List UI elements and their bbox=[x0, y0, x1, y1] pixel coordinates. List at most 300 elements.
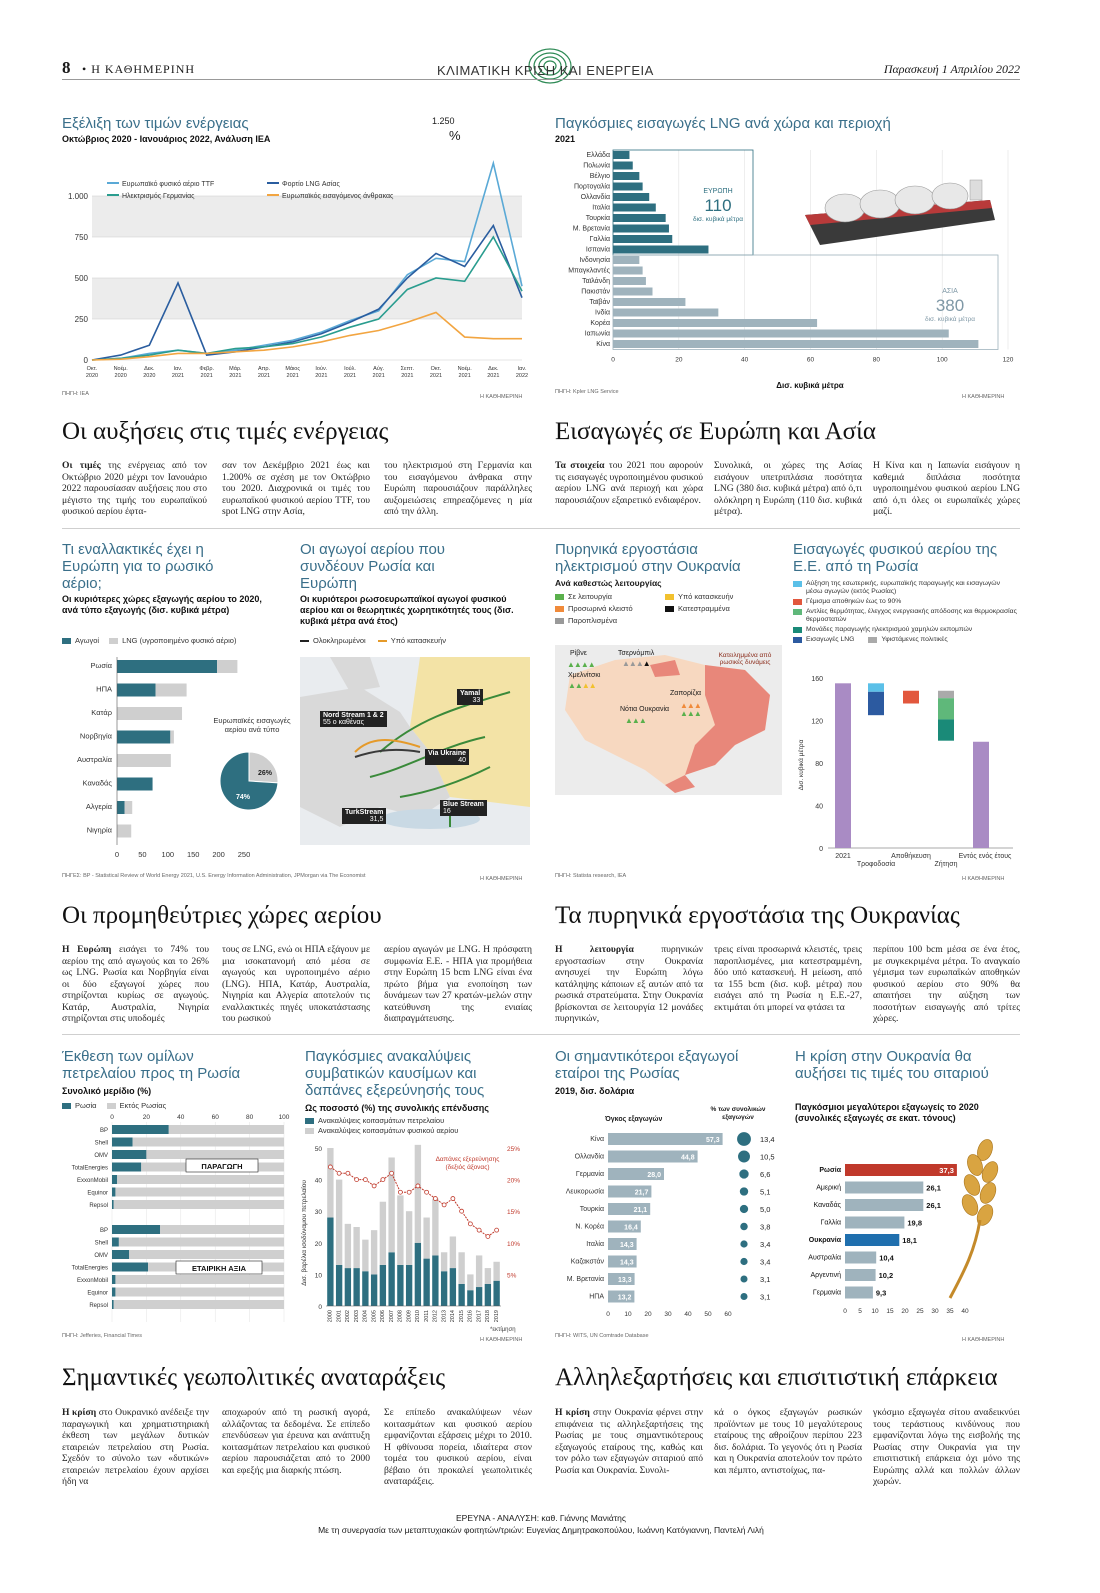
bar bbox=[613, 162, 633, 170]
bar-russia bbox=[112, 1188, 115, 1197]
bar-oil bbox=[485, 1284, 491, 1306]
pipelines-subtitle: Οι κυριότεροι ρωσοευρωπαϊκοί αγωγοί φυσικού αερίου και οι θεωρητικές χωρητικότητές τους (δισ. κυβικά μέτρα ανά έτος) bbox=[300, 594, 514, 626]
x-tick-label: 60 bbox=[806, 356, 815, 364]
pipeline-label-turkstream: TurkStream 31,5 bbox=[342, 808, 386, 824]
asia-value: 380 bbox=[935, 296, 965, 315]
exploration-spend-point bbox=[416, 1184, 420, 1188]
exploration-spend-point bbox=[477, 1228, 481, 1232]
y2-tick-label: 25% bbox=[507, 1146, 521, 1153]
bar-feed-lng bbox=[868, 692, 884, 715]
bar bbox=[613, 183, 643, 191]
bar-demand-heatpumps bbox=[938, 698, 954, 719]
x-tick-label: 30 bbox=[664, 1311, 672, 1318]
x-tick-label: 2002 bbox=[345, 1310, 352, 1323]
category-label: Ολλανδία bbox=[580, 194, 610, 201]
x-tick-label: 100 bbox=[278, 1114, 290, 1121]
bar-gas bbox=[371, 1230, 377, 1274]
discoveries-subtitle: Ως ποσοστό (%) της συνολικής επένδυσης bbox=[305, 1103, 489, 1113]
bar-gas bbox=[476, 1255, 482, 1287]
bar-value-label: 57,3 bbox=[705, 1137, 720, 1144]
pct-bubble bbox=[740, 1187, 748, 1195]
x-tick-label: Αποθήκευση bbox=[891, 853, 931, 860]
bar-other bbox=[115, 1188, 284, 1197]
x-tick-label: 2004 bbox=[362, 1310, 369, 1323]
x-tick-label: 2021 bbox=[315, 373, 328, 379]
x-tick-label: Μάρ. bbox=[229, 366, 242, 372]
pct-bubble bbox=[740, 1275, 747, 1282]
y-tick-label: 1.000 bbox=[67, 192, 88, 201]
category-label: ExxonMobil bbox=[76, 1178, 108, 1184]
energy-prices-unit: % bbox=[449, 128, 461, 143]
asia-label: ΑΣΙΑ bbox=[942, 288, 958, 295]
x-tick-label: 2009 bbox=[406, 1310, 413, 1323]
x-tick-label: 2022 bbox=[515, 373, 529, 379]
y-tick-label: 0 bbox=[83, 356, 88, 365]
exploration-spend-point bbox=[398, 1190, 402, 1194]
bar-value-label: 37,3 bbox=[939, 1166, 954, 1175]
category-label: Μ. Βρετανία bbox=[572, 225, 610, 233]
pct-label: 5,1 bbox=[760, 1187, 771, 1197]
trade-subtitle: 2019, δισ. δολάρια bbox=[555, 1086, 635, 1096]
bar-oil bbox=[380, 1265, 386, 1306]
legend-label: Ηλεκτρισμός Γερμανίας bbox=[122, 193, 195, 200]
bar-value-label: 13,3 bbox=[617, 1277, 632, 1284]
y-tick-label: 500 bbox=[74, 274, 88, 283]
bar-value-label: 28,0 bbox=[647, 1172, 661, 1179]
bar-oil bbox=[467, 1290, 473, 1306]
category-label: Ινδονησία bbox=[579, 257, 610, 264]
x-tick-label: Αύγ. bbox=[373, 366, 385, 372]
category-label: BP bbox=[99, 1128, 108, 1134]
exploration-spend-point bbox=[425, 1190, 429, 1194]
pipelines-title: Οι αγωγοί αερίου που συνδέουν Ρωσία και Ευρώπη bbox=[300, 541, 446, 592]
bar-gas bbox=[345, 1224, 351, 1268]
x-tick-label: 40 bbox=[684, 1311, 692, 1318]
nuclear-legend: Σε λειτουργία Υπό κατασκευήν Προσωρινά κλειστό Κατεστραμμένα Παροπλισμένα bbox=[555, 592, 775, 625]
bar-russia bbox=[112, 1200, 114, 1209]
pie-chart bbox=[218, 750, 280, 812]
alternatives-source: ΠΗΓΕΣ: BP - Statistical Review of World Energy 2021, U.S. Energy Information Administration, JPMorgan via The Economist bbox=[62, 873, 366, 879]
category-label: Μ. Βρετανία bbox=[566, 1276, 604, 1283]
x-tick-label: 30 bbox=[931, 1308, 939, 1315]
category-label: Τουρκία bbox=[579, 1206, 604, 1213]
bar bbox=[613, 330, 949, 338]
pct-bubble bbox=[740, 1293, 747, 1300]
x-tick-label: 2013 bbox=[441, 1310, 448, 1323]
category-label: TotalEnergies bbox=[71, 1165, 108, 1172]
pipeline-label-nord-stream: Nord Stream 1 & 2 55 ο καθένας bbox=[320, 711, 387, 727]
section-title: ΚΛΙΜΑΤΙΚΗ ΚΡΙΣΗ ΚΑΙ ΕΝΕΡΓΕΙΑ bbox=[437, 63, 654, 78]
x-tick-label: 120 bbox=[1002, 356, 1014, 364]
plant-label-khmelnytskyi: Χμελνίτσκι bbox=[568, 672, 601, 679]
section6-column-2: κά ο όγκος εξαγωγών ρωσικών προϊόντων με τους 10 μεγαλύτερους εταίρους της αθροίζουν περίπου 223 δισ. δολάρια. Το γεγονός ότι η Ρωσία και η Ουκρανία αποτελούν τον πρώτο και πέμπτο, αντιστοίχως, πα- bbox=[714, 1407, 862, 1476]
pie-title: Ευρωπαϊκές εισαγωγές αερίου ανά τύπο bbox=[213, 716, 291, 734]
bar-value-label: 44,8 bbox=[680, 1154, 695, 1162]
y-tick-label: 80 bbox=[815, 761, 823, 768]
x-tick-label: Οκτ. bbox=[430, 366, 442, 372]
x-tick-label: Ιούλ. bbox=[344, 366, 356, 372]
x-tick-label: 2001 bbox=[336, 1310, 343, 1323]
bar-lng bbox=[217, 660, 237, 673]
bar-russia bbox=[112, 1138, 133, 1147]
x-tick-label: Νοέμ. bbox=[113, 366, 128, 372]
x-tick-label: 60 bbox=[211, 1114, 219, 1121]
category-label: Ταϊλάνδη bbox=[582, 278, 610, 285]
pct-label: 3,1 bbox=[760, 1275, 771, 1284]
bar-gas bbox=[467, 1274, 473, 1290]
bar-value-label: 14,3 bbox=[619, 1242, 634, 1249]
x-tick-label: 2020 bbox=[143, 373, 156, 379]
oil-exposure-subtitle: Συνολικό μερίδιο (%) bbox=[62, 1086, 152, 1096]
x-tick-label: 60 bbox=[724, 1311, 732, 1318]
bar-gas bbox=[406, 1211, 412, 1265]
bar bbox=[845, 1252, 876, 1264]
bar bbox=[613, 151, 629, 159]
x-tick-label: Ιαν. bbox=[173, 366, 183, 372]
x-tick-label: 40 bbox=[961, 1308, 969, 1315]
x-tick-label: 2007 bbox=[388, 1310, 395, 1323]
x-tick-label: 2016 bbox=[467, 1310, 474, 1323]
legend-label: Ευρωπαϊκό φυσικό αέριο TTF bbox=[122, 181, 215, 188]
wheat-chart bbox=[795, 1160, 975, 1330]
pipelines-legend: Ολοκληρωμένοι Υπό κατασκευήν bbox=[300, 636, 446, 645]
trade-col-pct: % των συνολικών εξαγωγών bbox=[710, 1106, 766, 1121]
lng-title: Παγκόσμιες εισαγωγές LNG ανά χώρα και περιοχή bbox=[555, 115, 891, 132]
bar-oil bbox=[432, 1255, 438, 1306]
section1-column-2: σαν τον Δεκέμβριο 2021 έως και 1.200% σε σχέση με τον Οκτώβριο του 2020. Διαχρονικά οι τιμές του ευρωπαϊκού φυσικού αερίου TTF, του spot LNG στην Ασία, bbox=[222, 460, 370, 517]
bar-other bbox=[115, 1275, 284, 1284]
exploration-spend-point bbox=[346, 1171, 350, 1175]
y-tick-label: 30 bbox=[314, 1209, 322, 1217]
bar-storage bbox=[903, 691, 919, 704]
alternatives-subtitle: Οι κυριότερες χώρες εξαγωγής αερίου το 2020, ανά τύπο εξαγωγής (δισ. κυβικά μέτρα) bbox=[62, 594, 262, 615]
section-heading-nuclear: Τα πυρηνικά εργοστάσια της Ουκρανίας bbox=[555, 902, 960, 929]
x-tick-label: Ιαν. bbox=[517, 366, 527, 372]
x-tick-label: 40 bbox=[177, 1114, 185, 1121]
x-tick-label: Φεβρ. bbox=[199, 366, 215, 372]
legend-label: Ευρωπαϊκός εισαγόμενος άνθρακας bbox=[282, 193, 394, 200]
x-tick-label: 2019 bbox=[493, 1310, 500, 1323]
x-tick-label: 25 bbox=[916, 1308, 924, 1315]
energy-prices-credit: Η ΚΑΘΗΜΕΡΙΝΗ bbox=[480, 394, 523, 400]
category-label: Πορτογαλία bbox=[573, 183, 610, 191]
bar-lng bbox=[156, 684, 187, 697]
category-label: Βέλγιο bbox=[589, 173, 610, 180]
x-tick-label: 20 bbox=[644, 1311, 652, 1318]
pct-bubble bbox=[740, 1205, 748, 1213]
bar bbox=[613, 193, 649, 201]
bar-lng bbox=[117, 707, 182, 720]
category-label: Κατάρ bbox=[91, 708, 112, 717]
category-label: Shell bbox=[94, 1140, 108, 1147]
pct-bubble bbox=[740, 1258, 747, 1265]
category-label: Κίνα bbox=[590, 1136, 604, 1143]
section-heading-imports: Εισαγωγές σε Ευρώπη και Ασία bbox=[555, 418, 876, 445]
exploration-spend-point bbox=[328, 1165, 332, 1169]
category-label: Ιταλία bbox=[592, 204, 610, 212]
bar-value-label: 19,8 bbox=[907, 1218, 923, 1228]
eu-gas-chart bbox=[793, 670, 1018, 875]
bar-lng bbox=[125, 801, 133, 814]
pct-label: 5,0 bbox=[760, 1205, 771, 1214]
x-tick-label: Εντός ενός έτους bbox=[958, 853, 1012, 860]
exploration-spend-point bbox=[372, 1184, 376, 1188]
plant-label-chernobyl: Τσερνόμπιλ bbox=[618, 650, 655, 657]
section5-column-2: αποχωρούν από τη ρωσική αγορά, αλλάζοντας τα δεδομένα. Σε επίπεδο επενδύσεων για έρευνα και ανάπτυξη κοιτασμάτων πετρελαίου και φυσικού αερίου παρουσιάζεται από το 2000 και εφεξής μια διαρκής πτώση. bbox=[222, 1407, 370, 1476]
bar-oil bbox=[388, 1252, 394, 1306]
exploration-spend-point bbox=[468, 1222, 472, 1226]
bar-russia bbox=[112, 1163, 141, 1172]
trade-chart bbox=[555, 1128, 795, 1328]
exploration-spend-point bbox=[355, 1178, 359, 1182]
bar-gas bbox=[362, 1240, 368, 1272]
alternatives-legend: Αγωγοί LNG (υγροποιημένο φυσικό αέριο) bbox=[62, 636, 236, 645]
exploration-spend-point bbox=[381, 1178, 385, 1182]
pipeline-label-yamal: Yamal 33 bbox=[457, 689, 483, 705]
pct-label: 10,5 bbox=[760, 1152, 775, 1162]
bar-value-label: 26,1 bbox=[926, 1201, 941, 1210]
bar-other bbox=[169, 1125, 284, 1134]
bar bbox=[845, 1287, 873, 1299]
x-tick-label: 2021 bbox=[458, 373, 471, 379]
nuclear-title: Πυρηνικά εργοστάσια ηλεκτρισμού στην Ουκρανία bbox=[555, 541, 741, 575]
lng-year: 2021 bbox=[555, 134, 576, 144]
bar bbox=[613, 235, 672, 243]
x-tick-label: 2012 bbox=[432, 1310, 439, 1323]
bar bbox=[613, 225, 669, 233]
category-label: Κορέα bbox=[590, 320, 610, 327]
x-tick-label: 0 bbox=[611, 356, 615, 364]
x-tick-label: 150 bbox=[186, 850, 200, 859]
x-tick-label: Μάιος bbox=[285, 366, 301, 372]
pct-label: 3,4 bbox=[760, 1257, 771, 1267]
bar-russia bbox=[112, 1275, 115, 1284]
x-tick-label: 10 bbox=[871, 1308, 879, 1315]
bar-gas bbox=[423, 1218, 429, 1259]
plant-label-south-ukraine: Νότια Ουκρανία bbox=[620, 706, 670, 713]
eu-gas-legend: Αύξηση της εσωτερικής, ευρωπαϊκής παραγωγής και εισαγωγών μέσω αγωγών (εκτός Ρωσίας) Γέμισμα αποθηκών έως το 90% Αντλίες θερμότητας, έλεγχος ενεργειακής απόδοσης και θερμοκρασίας θερμοστατών Μονάδες παραγωγής ηλεκτρισμού χαμηλών εκπομπών Εισαγωγές LNG Υφιστάμενες πολιτικές bbox=[793, 580, 1018, 644]
bar-2021 bbox=[835, 683, 851, 848]
x-tick-label: Δεκ. bbox=[144, 366, 155, 372]
pct-label: 3,8 bbox=[760, 1222, 771, 1232]
bar-oil bbox=[493, 1281, 499, 1306]
category-label: Μπαγκλαντές bbox=[568, 267, 610, 275]
x-tick-label: 100 bbox=[161, 850, 175, 859]
eu-gas-title: Εισαγωγές φυσικού αερίου της Ε.Ε. από τη Ρωσία bbox=[793, 541, 998, 575]
date: Παρασκευή 1 Απριλίου 2022 bbox=[883, 62, 1020, 76]
bar-oil bbox=[336, 1265, 342, 1306]
category-label: Ιαπωνία bbox=[584, 330, 610, 338]
exploration-spend-point bbox=[433, 1197, 437, 1201]
x-tick-label: 15 bbox=[886, 1308, 894, 1315]
nuclear-occupied-label: Κατειλημμένα από ρωσικές δυνάμεις bbox=[718, 652, 772, 666]
bar-russia bbox=[112, 1125, 169, 1134]
exploration-spend-point bbox=[460, 1209, 464, 1213]
bar bbox=[613, 298, 685, 306]
plant-icons-chernobyl: ▲▲▲▲ bbox=[622, 659, 650, 668]
bar bbox=[613, 340, 978, 348]
bar bbox=[613, 288, 653, 296]
bar-gas bbox=[327, 1148, 333, 1218]
nuclear-credit: Η ΚΑΘΗΜΕΡΙΝΗ bbox=[962, 876, 1005, 882]
wheat-credit: Η ΚΑΘΗΜΕΡΙΝΗ bbox=[962, 1337, 1005, 1343]
bar bbox=[613, 246, 708, 254]
category-label: Ιταλία bbox=[586, 1241, 604, 1248]
category-label: Αμερική bbox=[816, 1184, 841, 1192]
exploration-spend-point bbox=[451, 1197, 455, 1201]
category-label: Repsol bbox=[89, 1303, 108, 1309]
category-label: Ρωσία bbox=[90, 661, 112, 670]
category-label: Ισπανία bbox=[585, 246, 610, 254]
pct-bubble bbox=[740, 1223, 748, 1231]
nuclear-subtitle: Ανά καθεστώς λειτουργίας bbox=[555, 578, 662, 588]
x-tick-label: 2021 bbox=[286, 373, 299, 379]
bar-gas bbox=[458, 1252, 464, 1284]
bar-other bbox=[119, 1238, 284, 1247]
y-axis-label: Δισ. βαρέλια ισοδύναμου πετρελαίου bbox=[301, 1180, 308, 1286]
oil-exposure-legend: Ρωσία Εκτός Ρωσίας bbox=[62, 1101, 166, 1110]
x-tick-label: 0 bbox=[843, 1308, 847, 1315]
section5-column-3: Σε επίπεδο ανακαλύψεων νέων κοιτασμάτων και φυσικού αερίου εμφανίζονται εξάρσεις μέχρι το 2010. Η φθίνουσα πορεία, ιδιαίτερα στον τομέα του φυσικού αερίου, είναι βέβαιο ότι προκαλεί γεωπολιτικές αναταράξεις. bbox=[384, 1407, 532, 1487]
x-tick-label: Δεκ. bbox=[488, 366, 499, 372]
y2-tick-label: 15% bbox=[507, 1209, 521, 1217]
bar-other bbox=[114, 1200, 284, 1209]
bar bbox=[613, 309, 718, 317]
y-tick-label: 40 bbox=[815, 803, 823, 811]
bar-oil bbox=[362, 1271, 368, 1306]
x-tick-label: 2005 bbox=[371, 1310, 378, 1323]
section1-column-1: Οι τιμές της ενέργειας από τον Οκτώβριο 2020 μέχρι τον Ιανουάριο 2022 παρουσίασαν αυξήσεις που στο μέγιστο της τιμής του ευρωπαϊκού φυσικού αερίου έφτα- bbox=[62, 460, 207, 517]
category-label: Ινδία bbox=[595, 309, 610, 317]
exploration-spend-line bbox=[330, 1167, 496, 1237]
y-tick-label: 0 bbox=[318, 1304, 322, 1311]
plant-icons-south-ukraine: ▲▲▲ bbox=[625, 716, 646, 725]
exploration-spend-point bbox=[390, 1171, 394, 1175]
bar-russia bbox=[112, 1225, 160, 1234]
bar-other bbox=[114, 1300, 284, 1309]
bar-pipeline bbox=[117, 778, 153, 791]
y-tick-label: 250 bbox=[74, 315, 88, 324]
category-label: Γαλλία bbox=[820, 1219, 841, 1227]
category-label: OMV bbox=[94, 1153, 108, 1159]
plant-label-zaporizhzhia: Ζαπορίζια bbox=[670, 690, 702, 697]
y-tick-label: 0 bbox=[819, 846, 823, 853]
pct-bubble bbox=[737, 1132, 751, 1146]
bar-demand-power bbox=[938, 719, 954, 740]
bar-russia bbox=[112, 1175, 117, 1184]
section3-column-3: αερίου αγωγών με LNG. Η πρόσφατη συμφωνία Ε.Ε. - ΗΠΑ για προμήθεια στην Ευρώπη 15 bcm LNG είναι ένα πρώτο βήμα για ενοποίηση των δυνάμεων των 27 κρατών-μελών στην κατεύθυνση της ενιαίας διαπραγμάτευσης. bbox=[384, 944, 532, 1024]
header-rule bbox=[62, 79, 1020, 80]
category-label: Equinor bbox=[87, 1290, 108, 1297]
bar-russia bbox=[112, 1300, 114, 1309]
pie-label-pipeline: 74% bbox=[235, 794, 251, 801]
category-label: Repsol bbox=[89, 1203, 108, 1209]
bar-other bbox=[129, 1250, 284, 1259]
bar bbox=[613, 214, 666, 222]
section-heading-suppliers: Οι προμηθεύτριες χώρες αερίου bbox=[62, 902, 382, 929]
section-heading-geopolitics: Σημαντικές γεωπολιτικές αναταράξεις bbox=[62, 1364, 446, 1391]
bar-value-label: 9,3 bbox=[875, 1288, 887, 1298]
bar-gas bbox=[353, 1227, 359, 1268]
category-label: Ρωσία bbox=[819, 1167, 841, 1174]
oil-exposure-source: ΠΗΓΗ: Jefferies, Financial Times bbox=[62, 1333, 142, 1339]
section3-column-2: τους σε LNG, ενώ οι ΗΠΑ εξάγουν με μια ισοκατανομή από μέσα σε αγωγούς και υγροποιημένο αέριο (LNG). ΗΠΑ, Κατάρ, Αυστραλία, Νιγηρία και Αλγερία αποτελούν τις εναλλακτικές πηγές υποκατάστασης του ρωσικού bbox=[222, 944, 370, 1024]
section3-column-1: Η Ευρώπη εισάγει το 74% του αερίου της από αγωγούς και το 26% ως LNG. Ρωσία και Νορβηγία είναι οι δύο εξαγωγοί χώρες που στηρίζονται κυρίως σε αγωγούς. Κατάρ, Αυστραλία, Νιγηρία στηρίζονται στις υποδομές bbox=[62, 944, 209, 1024]
bar-oil bbox=[423, 1259, 429, 1306]
bar-other bbox=[133, 1138, 284, 1147]
x-tick-label: 2021 bbox=[429, 373, 443, 379]
category-label: BP bbox=[99, 1228, 108, 1234]
x-tick-label: 2000 bbox=[327, 1310, 334, 1323]
bar-oil bbox=[406, 1265, 412, 1306]
category-label: Νορβηγία bbox=[79, 731, 112, 741]
plant-icons-rivne: ▲▲▲▲ bbox=[567, 660, 595, 669]
bar-pipeline bbox=[117, 731, 170, 744]
exploration-spend-point bbox=[486, 1234, 490, 1238]
category-label: ΗΠΑ bbox=[96, 684, 112, 694]
category-label: Γερμανία bbox=[575, 1171, 604, 1178]
bar-lng bbox=[170, 731, 174, 744]
bar-gas bbox=[415, 1145, 421, 1243]
plant-icons-zaporizhzhia: ▲▲▲ ▲▲▲ bbox=[680, 701, 701, 718]
category-label: Αργεντινή bbox=[810, 1272, 841, 1279]
energy-prices-chart bbox=[62, 150, 532, 390]
category-label: Νιγηρία bbox=[86, 825, 112, 835]
y2-tick-label: 5% bbox=[507, 1272, 517, 1280]
x-tick-label: 20 bbox=[901, 1308, 909, 1315]
pipeline-label-blue-stream: Blue Stream 16 bbox=[440, 800, 487, 816]
footer-collaborators: Με τη συνεργασία των μεταπτυχιακών φοιτητών/τριών: Ευγενίας Δημητρακοπούλου, Ιωάννη Κατόγιαννη, Παντελή Λιλή bbox=[318, 1525, 764, 1535]
category-label: Ταϊβάν bbox=[589, 299, 610, 306]
x-tick-label: 2006 bbox=[380, 1310, 387, 1323]
x-tick-label: 20 bbox=[675, 356, 683, 364]
x-tick-label: 0 bbox=[110, 1114, 114, 1121]
bar-oil bbox=[397, 1265, 403, 1306]
y-tick-label: 160 bbox=[811, 676, 823, 683]
y-tick-label: 750 bbox=[74, 233, 88, 242]
bar bbox=[613, 172, 639, 180]
energy-prices-unit-value: 1.250 bbox=[432, 116, 455, 126]
x-tick-label: 2017 bbox=[476, 1310, 483, 1323]
x-tick-label: 5 bbox=[858, 1308, 862, 1315]
bar-oil bbox=[327, 1218, 333, 1306]
x-tick-label: Ιούν. bbox=[315, 366, 328, 372]
bar bbox=[613, 277, 646, 285]
divider bbox=[62, 528, 1020, 529]
plant-label-rivne: Ρίβνε bbox=[570, 650, 587, 657]
x-tick-label: 2011 bbox=[423, 1310, 430, 1322]
bar bbox=[845, 1234, 899, 1246]
x-tick-label: 2014 bbox=[450, 1310, 457, 1323]
europe-value: 110 bbox=[704, 196, 732, 215]
category-label: Γαλλία bbox=[589, 236, 610, 243]
bar-value-label: 18,1 bbox=[902, 1236, 917, 1245]
x-tick-label: 200 bbox=[212, 850, 225, 859]
category-label: Πακιστάν bbox=[581, 288, 610, 296]
group-label-value: ΕΤΑΙΡΙΚΗ ΑΞΙΑ bbox=[192, 1264, 246, 1273]
category-label: Τουρκία bbox=[585, 215, 610, 222]
discoveries-title: Παγκόσμιες ανακαλύψεις συμβατικών καυσίμων και δαπάνες εξερεύνησής τους bbox=[305, 1048, 485, 1099]
lng-source: ΠΗΓΗ: Kpler LNG Service bbox=[555, 389, 619, 395]
category-label: Equinor bbox=[87, 1190, 108, 1197]
bar-gas bbox=[450, 1236, 456, 1268]
section6-column-1: Η κρίση στην Ουκρανία φέρνει στην επιφάνεια τις αλληλεξαρτήσεις της Ρωσίας με τους σημαντικότερους εξαγωγούς εταίρους της, καθώς και τον ρόλο των εξαγωγών σιταριού από Ρωσία και Ουκρανία. Συνολι- bbox=[555, 1407, 703, 1476]
bar-other bbox=[146, 1150, 284, 1159]
bar-pipeline bbox=[117, 801, 125, 814]
x-tick-label: 0 bbox=[606, 1311, 610, 1318]
x-tick-label: Σεπτ. bbox=[400, 366, 415, 372]
x-tick-label: 2021 bbox=[343, 373, 357, 379]
